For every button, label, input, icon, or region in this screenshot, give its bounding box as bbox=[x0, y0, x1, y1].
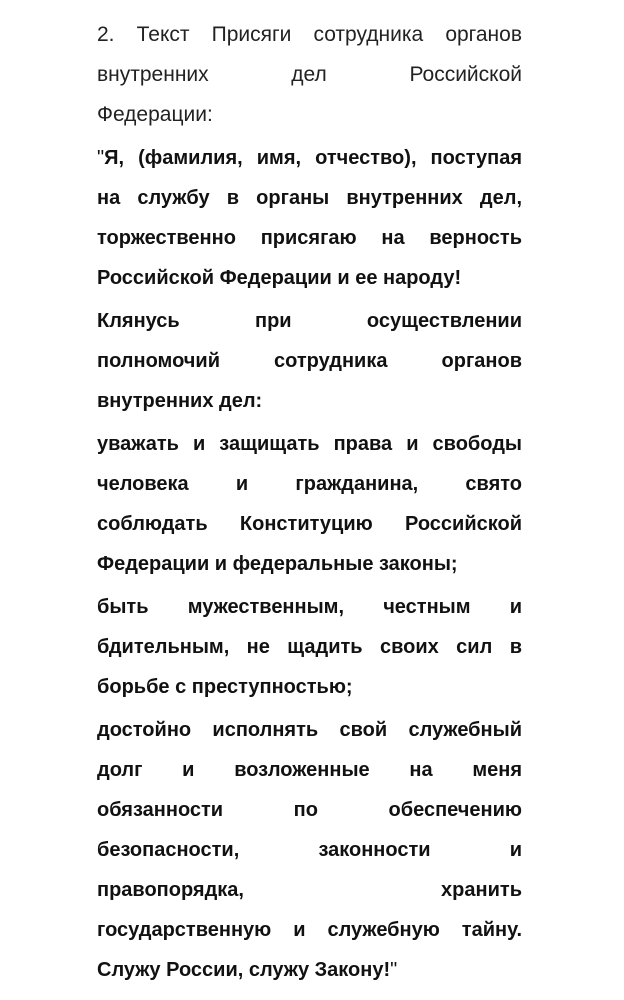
text-line bbox=[97, 138, 522, 178]
text-line bbox=[97, 667, 522, 707]
line-text: борьбе с преступностью; bbox=[97, 676, 353, 698]
line-text: государственную и служебную тайну. bbox=[97, 919, 522, 941]
line-text: торжественно присягаю на верность bbox=[97, 227, 522, 249]
text-line bbox=[97, 710, 522, 750]
line-text: быть мужественным, честным и bbox=[97, 596, 522, 618]
text-line bbox=[97, 910, 522, 950]
line-text: Служу России, служу Закону! bbox=[97, 959, 391, 981]
line-text: полномочий сотрудника органов bbox=[97, 350, 522, 372]
line-text: соблюдать Конституцию Российской bbox=[97, 513, 522, 535]
oath-paragraph bbox=[97, 301, 522, 421]
line-text: 2. Текст Присяги сотрудника органов bbox=[97, 23, 522, 46]
text-line bbox=[97, 464, 522, 504]
line-text: Федерации: bbox=[97, 103, 213, 126]
line-text: на службу в органы внутренних дел, bbox=[97, 187, 522, 209]
text-line bbox=[97, 381, 522, 421]
line-text: правопорядка, хранить bbox=[97, 879, 522, 901]
oath-paragraph bbox=[97, 587, 522, 707]
line-text: внутренних дел Российской bbox=[97, 63, 522, 86]
text-line bbox=[97, 750, 522, 790]
line-text: бдительным, не щадить своих сил в bbox=[97, 636, 522, 658]
text-line bbox=[97, 950, 522, 990]
line-text: человека и гражданина, свято bbox=[97, 473, 522, 495]
line-text: Я, (фамилия, имя, отчество), поступая bbox=[104, 147, 522, 169]
text-line bbox=[97, 55, 522, 95]
text-line bbox=[97, 544, 522, 584]
oath-paragraph bbox=[97, 424, 522, 584]
line-text: уважать и защищать права и свободы bbox=[97, 433, 522, 455]
text-line bbox=[97, 790, 522, 830]
line-text: Российской Федерации и ее народу! bbox=[97, 267, 462, 289]
line-text: безопасности, законности и bbox=[97, 839, 522, 861]
text-line bbox=[97, 504, 522, 544]
line-text: Клянусь при осуществлении bbox=[97, 310, 522, 332]
line-text: обязанности по обеспечению bbox=[97, 799, 522, 821]
text-line bbox=[97, 627, 522, 667]
text-line bbox=[97, 830, 522, 870]
oath-text bbox=[97, 138, 522, 990]
close-quote: " bbox=[390, 959, 398, 981]
intro-paragraph bbox=[97, 15, 522, 135]
line-text: долг и возложенные на меня bbox=[97, 759, 522, 781]
text-line bbox=[97, 218, 522, 258]
text-line bbox=[97, 870, 522, 910]
open-quote: " bbox=[97, 147, 105, 169]
text-line bbox=[97, 587, 522, 627]
document-body bbox=[97, 15, 522, 993]
oath-paragraph bbox=[97, 710, 522, 990]
oath-paragraph bbox=[97, 138, 522, 298]
text-line bbox=[97, 95, 522, 135]
line-text: Федерации и федеральные законы; bbox=[97, 553, 458, 575]
text-line bbox=[97, 15, 522, 55]
line-text: внутренних дел: bbox=[97, 390, 263, 412]
text-line bbox=[97, 178, 522, 218]
text-line bbox=[97, 424, 522, 464]
text-line bbox=[97, 341, 522, 381]
text-line bbox=[97, 258, 522, 298]
line-text: достойно исполнять свой служебный bbox=[97, 719, 522, 741]
text-line bbox=[97, 301, 522, 341]
